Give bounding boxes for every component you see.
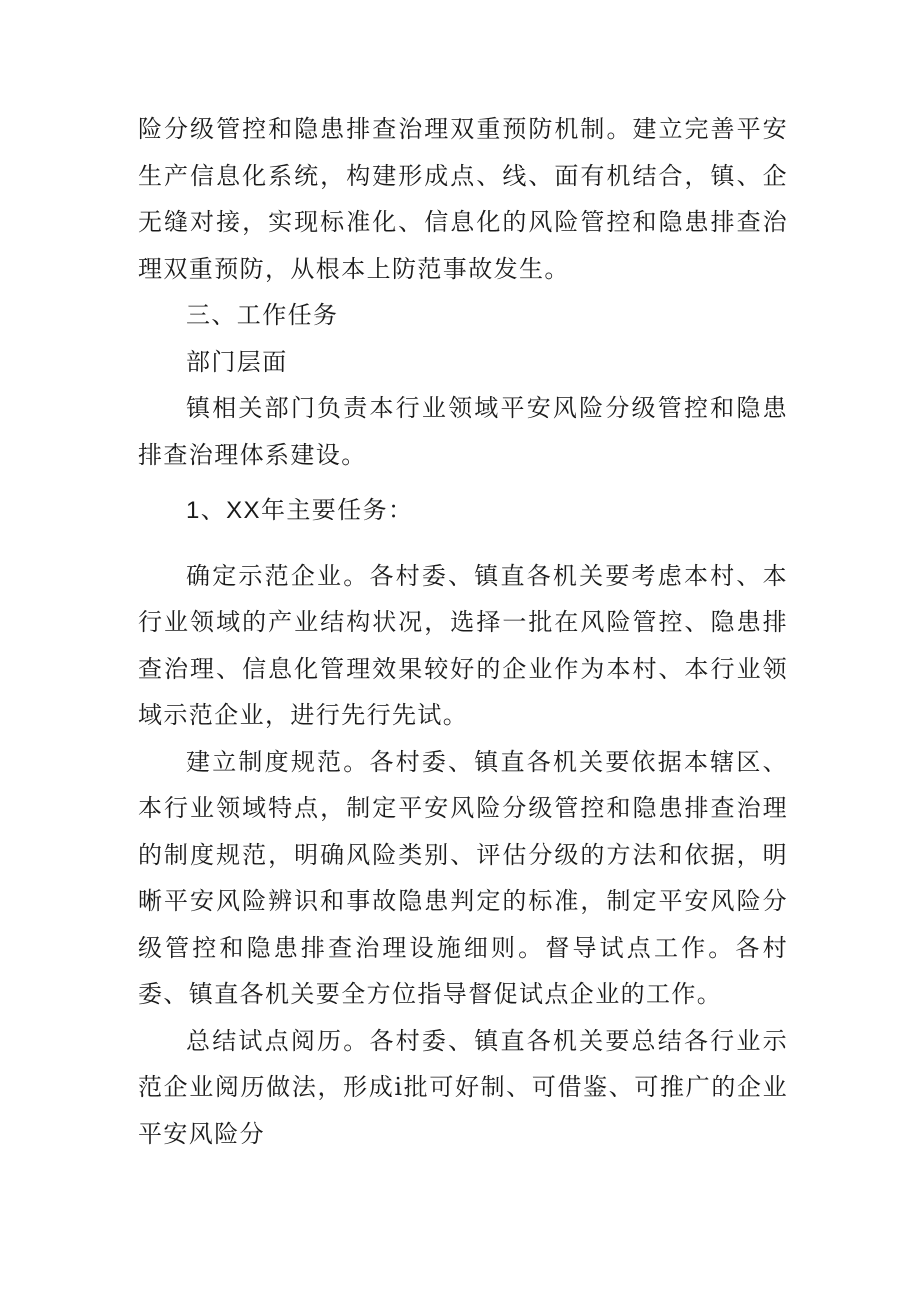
paragraph-system-standards: 建立制度规范。各村委、镇直各机关要依据本辖区、本行业领域特点，制定平安风险分级管控和隐患排查治理的制度规范，明确风险类别、评估分级的方法和依据，明晰平安风险辨识和事故隐患判定的标准，制定平安风险分级管控和隐患排查治理设施细则。督导试点工作。各村委、镇直各机关要全方位指导督促试点企业的工作。 bbox=[138, 747, 788, 1008]
subheading-department-level: 部门层面 bbox=[186, 347, 288, 376]
section-heading-work-tasks: 三、工作任务 bbox=[186, 301, 339, 329]
paragraph-department-responsibility: 镇相关部门负责本行业领域平安风险分级管控和隐患排查治理体系建设。 bbox=[138, 394, 788, 469]
document-body bbox=[138, 106, 788, 1157]
paragraph-continuation: 险分级管控和隐患排查治理双重预防机制。建立完善平安生产信息化系统，构建形成点、线、面有机结合，镇、企无缝对接，实现标准化、信息化的风险管控和隐患排查治理双重预防，从根本上防范事故发生。 bbox=[138, 115, 788, 283]
paragraph-summarize-experience: 总结试点阅历。各村委、镇直各机关要总结各行业示范企业阅历做法，形成i批可好制、可借鉴、可推广的企业平安风险分 bbox=[138, 1026, 788, 1148]
paragraph-demo-enterprises: 确定示范企业。各村委、镇直各机关要考虑本村、本行业领域的产业结构状况，选择一批在风险管控、隐患排查治理、信息化管理效果较好的企业作为本村、本行业领域示范企业，进行先行先试。 bbox=[138, 561, 788, 729]
list-item-main-tasks: 1、XX年主要任务： bbox=[186, 497, 414, 524]
